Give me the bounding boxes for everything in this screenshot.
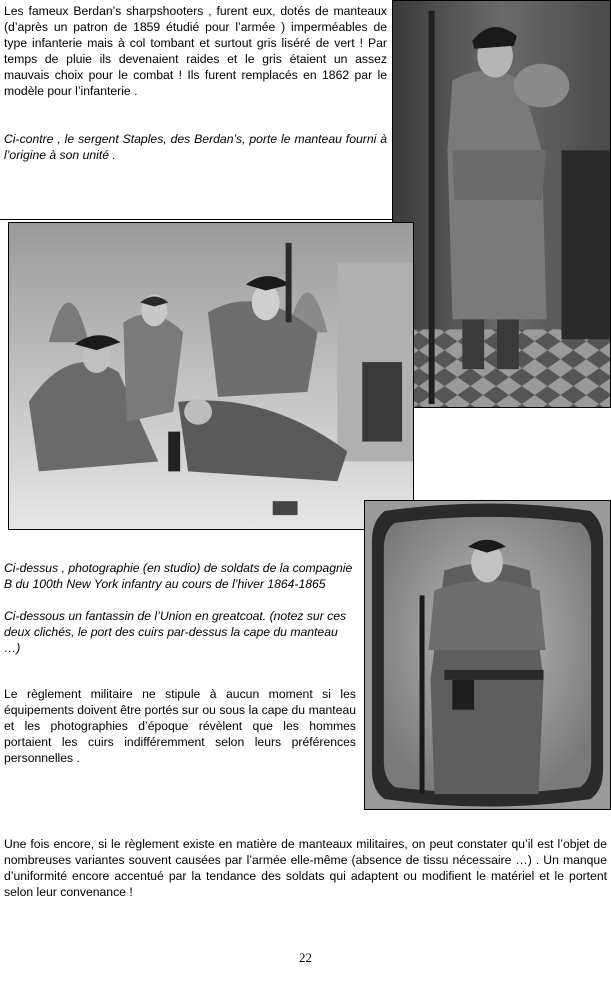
middle-block <box>4 560 356 766</box>
tintype-photo-image <box>365 501 610 809</box>
bottom-block <box>4 836 607 900</box>
page-number: 22 <box>299 950 312 965</box>
caption-above: Ci-dessus , photographie (en studio) de soldats de la compagnie B du 100th New York infantry au cours de l’hiver 1864-1865 <box>4 561 353 591</box>
caption-below: Ci-dessous un fantassin de l’Union en greatcoat. (notez sur ces deux clichés, le port des cuirs par-dessus la cape du manteau …) <box>4 609 347 655</box>
photo-union-infantryman <box>364 500 611 810</box>
sergeant-photo-image <box>393 1 610 407</box>
intro-caption: Ci-contre , le sergent Staples, des Berdan’s, porte le manteau fourni à l’origine à son unité . <box>4 132 387 162</box>
intro-paragraph: Les fameux Berdan’s sharpshooters , furent eux, dotés de manteaux (d’après un patron de 1859 étudié pour l’armée ) imperméables de type infanterie mais à col tombant et surtout gris liséré de vert ! Par temps de pluie ils devenaient raides et le gris étaient un assez mauvais choix pour le combat ! Ils furent remplacés en 1862 par le modèle pour l’infanterie . <box>4 4 387 98</box>
studio-photo-image <box>9 223 413 529</box>
divider-top <box>0 219 392 220</box>
middle-paragraph: Le règlement militaire ne stipule à aucun moment si les équipements doivent être portés sur ou sous la cape du manteau et les photographies d’époque révèlent que les hommes portaient les cuirs indifféremment selon leurs préférences personnelles . <box>4 687 356 765</box>
photo-studio-soldiers <box>8 222 414 530</box>
bottom-paragraph: Une fois encore, si le règlement existe en matière de manteaux militaires, on peut constater qu’il est l’objet de nombreuses variantes souvent causées par l’armée elle-même (absence de tissu nécessaire …) . Un manque d’uniformité encore accentué par la tendance des soldats qui adaptent ou modifient le matériel et le portent selon leur convenance ! <box>4 837 607 899</box>
intro-block <box>4 3 387 163</box>
photo-sergeant-staples <box>392 0 611 408</box>
